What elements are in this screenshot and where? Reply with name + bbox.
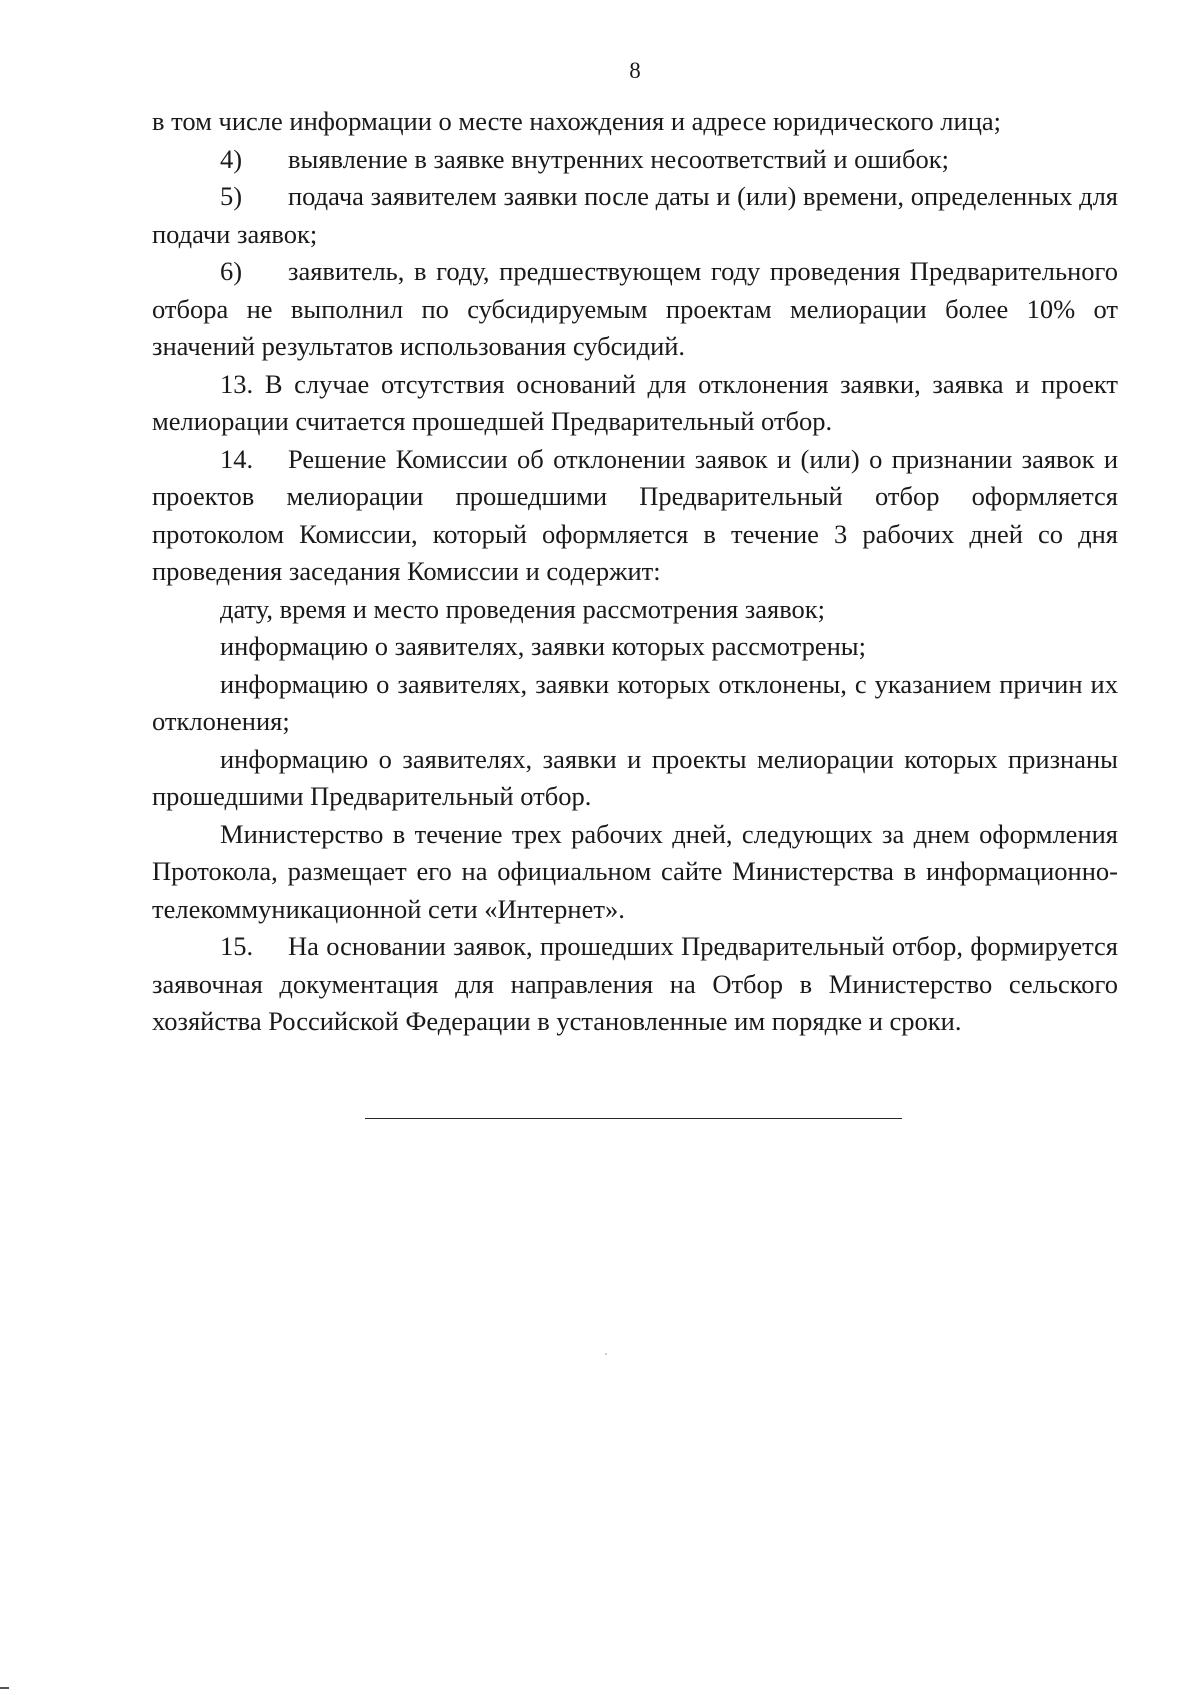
- clause-number: 15.: [220, 931, 254, 961]
- document-body: [152, 103, 1118, 1041]
- list-item-number: 6): [220, 256, 243, 286]
- ministry-publication-paragraph: Министерство в течение трех рабочих дней, следующих за днем оформления Протокола, размещает его на официальном сайте Министерства в информационно-телекоммуникационной сети «Интернет».: [152, 818, 1118, 924]
- page-number: 8: [629, 58, 641, 83]
- list-item-number: 4): [220, 143, 243, 174]
- clause-15: 15. На основании заявок, прошедших Предварительный отбор, формируется заявочная документация для направления на Отбор в Министерство сельского хозяйства Российской Федерации в установленные им порядке и сроки.: [152, 928, 1118, 1041]
- protocol-item-date: дату, время и место проведения рассмотрения заявок;: [220, 593, 826, 624]
- scan-edge-mark: [0, 1687, 9, 1689]
- clause-number: 14.: [220, 443, 254, 474]
- list-item-number: 5): [220, 181, 243, 211]
- list-item-4: 4) выявление в заявке внутренних несоответствий и ошибок;: [152, 141, 1118, 179]
- clause-14: 14. Решение Комиссии об отклонении заявок и (или) о признании заявок и проектов мелиорации прошедшими Предварительный отбор оформляется протоколом Комиссии, который оформляется в течение 3 рабочих дней со дня проведения заседания Комиссии и содержит:: [152, 441, 1118, 591]
- protocol-item-rejected: информацию о заявителях, заявки которых отклонены, с указанием причин их отклонения;: [152, 668, 1118, 736]
- protocol-item-passed: информацию о заявителях, заявки и проекты мелиорации которых признаны прошедшими Предварительный отбор.: [152, 743, 1118, 811]
- list-item-6: 6) заявитель, в году, предшествующем году проведения Предварительного отбора не выполнил по субсидируемым проектам мелиорации более 10% от значений результатов использования субсидий.: [152, 253, 1118, 366]
- list-item-5: 5) подача заявителем заявки после даты и (или) времени, определенных для подачи заявок;: [152, 178, 1118, 253]
- protocol-item-reviewed: информацию о заявителях, заявки которых рассмотрены;: [220, 631, 866, 661]
- end-of-document-rule: [365, 1118, 902, 1119]
- paragraph-continuation: в том числе информации о месте нахождения и адресе юридического лица;: [152, 106, 1002, 136]
- scan-speck: [605, 1353, 607, 1355]
- clause-13: 13. В случае отсутствия оснований для отклонения заявки, заявка и проект мелиорации считается прошедшей Предварительный отбор.: [152, 368, 1118, 436]
